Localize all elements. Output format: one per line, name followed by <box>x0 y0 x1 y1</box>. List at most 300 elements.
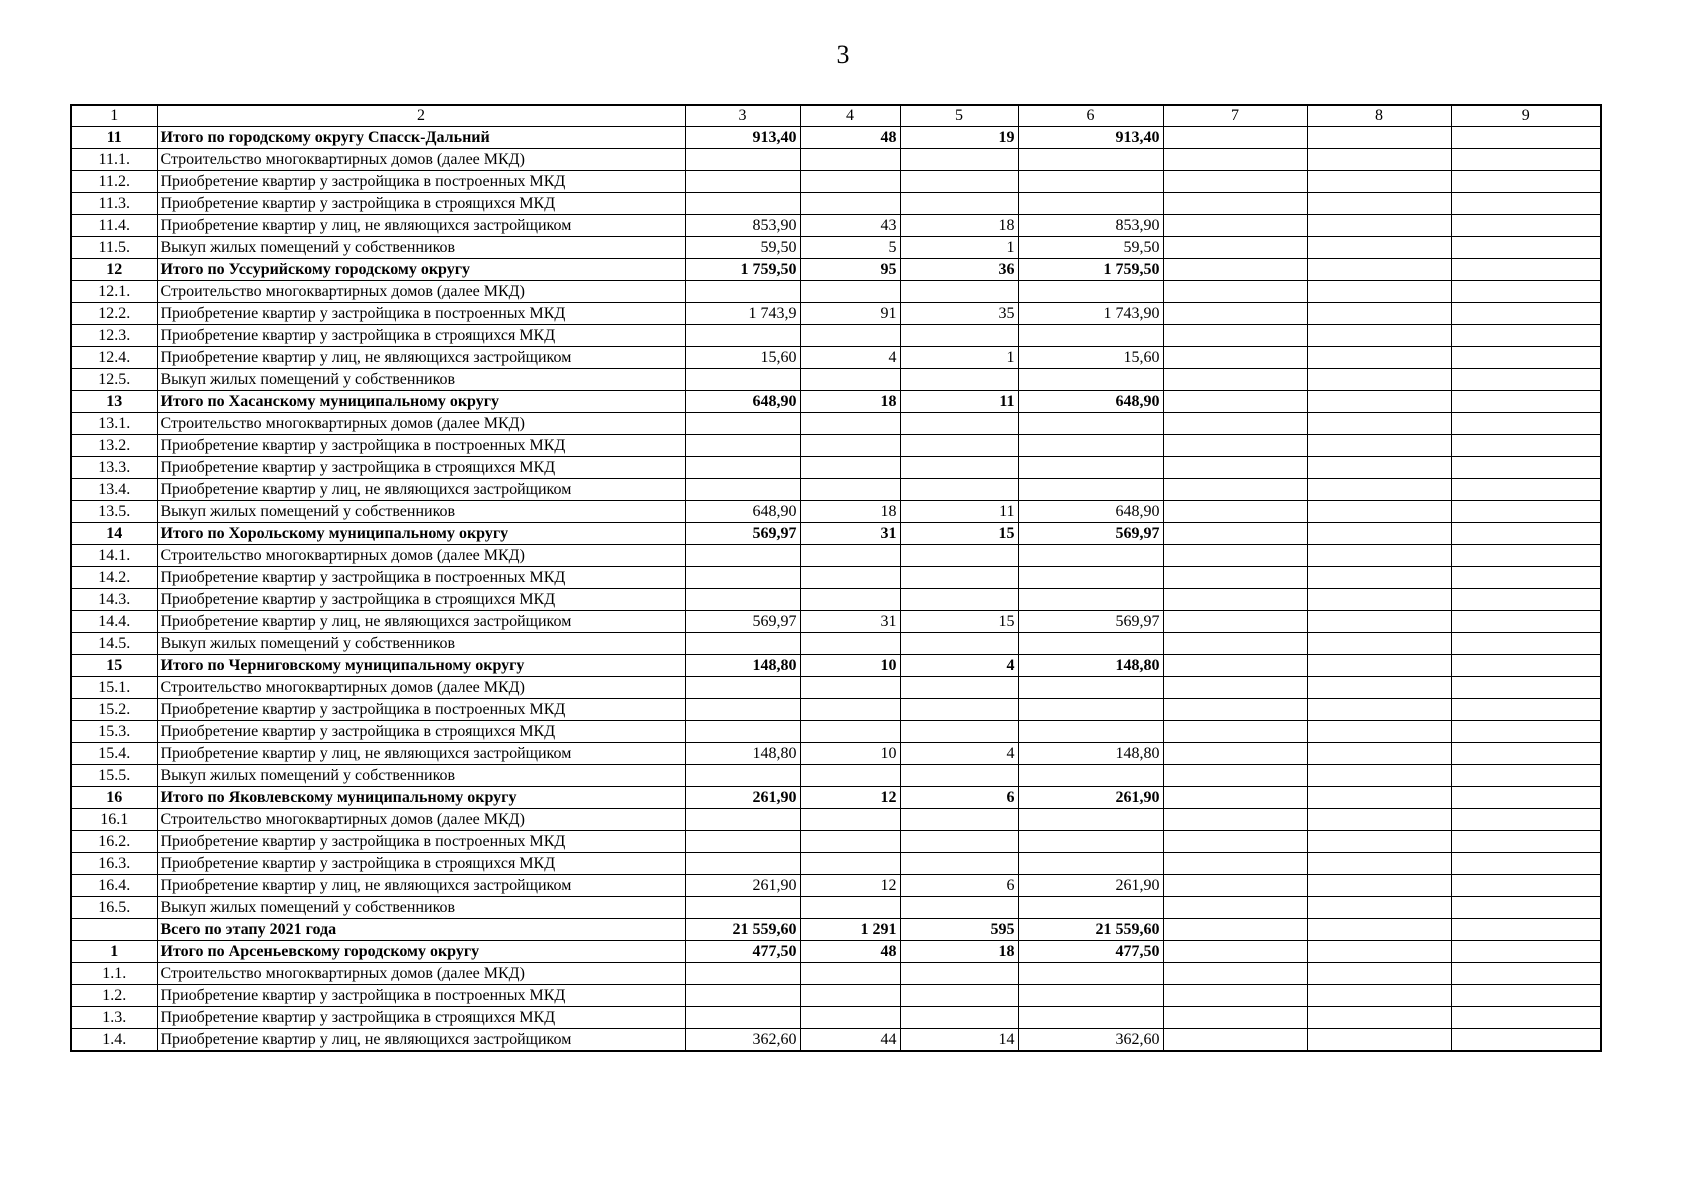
item-name: Приобретение квартир у застройщика в построенных МКД <box>157 567 685 589</box>
col-9-value <box>1451 721 1601 743</box>
col-4-value: 12 <box>800 787 900 809</box>
col-7-value <box>1163 413 1307 435</box>
col-8-value <box>1307 127 1451 149</box>
item-name: Строительство многоквартирных домов (далее МКД) <box>157 809 685 831</box>
col-3-value: 1 743,9 <box>685 303 800 325</box>
col-6-value <box>1018 171 1163 193</box>
table-row-total <box>71 941 1601 963</box>
col-5-value: 14 <box>900 1029 1018 1052</box>
item-name: Всего по этапу 2021 года <box>157 919 685 941</box>
col-7-value <box>1163 479 1307 501</box>
column-header-8: 8 <box>1307 105 1451 127</box>
col-3-value <box>685 897 800 919</box>
col-9-value <box>1451 127 1601 149</box>
item-name: Итого по Хасанскому муниципальному округу <box>157 391 685 413</box>
col-9-value <box>1451 215 1601 237</box>
item-name: Приобретение квартир у лиц, не являющихся застройщиком <box>157 875 685 897</box>
col-4-value <box>800 435 900 457</box>
col-5-value: 35 <box>900 303 1018 325</box>
col-7-value <box>1163 787 1307 809</box>
column-header-1: 1 <box>71 105 157 127</box>
col-7-value <box>1163 523 1307 545</box>
table-row <box>71 479 1601 501</box>
item-name: Строительство многоквартирных домов (далее МКД) <box>157 963 685 985</box>
row-number: 11.4. <box>71 215 157 237</box>
col-8-value <box>1307 853 1451 875</box>
table-row <box>71 215 1601 237</box>
col-8-value <box>1307 303 1451 325</box>
col-8-value <box>1307 677 1451 699</box>
col-3-value <box>685 193 800 215</box>
col-5-value: 6 <box>900 875 1018 897</box>
table-row-total <box>71 127 1601 149</box>
col-7-value <box>1163 435 1307 457</box>
col-8-value <box>1307 611 1451 633</box>
column-header-7: 7 <box>1163 105 1307 127</box>
row-number: 13.4. <box>71 479 157 501</box>
col-9-value <box>1451 919 1601 941</box>
col-6-value: 569,97 <box>1018 611 1163 633</box>
col-3-value <box>685 853 800 875</box>
col-6-value <box>1018 193 1163 215</box>
col-4-value: 31 <box>800 523 900 545</box>
col-8-value <box>1307 897 1451 919</box>
row-number: 13.3. <box>71 457 157 479</box>
col-3-value: 21 559,60 <box>685 919 800 941</box>
col-6-value <box>1018 567 1163 589</box>
col-7-value <box>1163 831 1307 853</box>
col-8-value <box>1307 809 1451 831</box>
col-4-value <box>800 853 900 875</box>
header-row <box>71 105 1601 127</box>
col-8-value <box>1307 743 1451 765</box>
item-name: Приобретение квартир у застройщика в построенных МКД <box>157 831 685 853</box>
col-7-value <box>1163 127 1307 149</box>
col-9-value <box>1451 985 1601 1007</box>
table-row <box>71 413 1601 435</box>
table-row-total <box>71 655 1601 677</box>
program-table <box>70 104 1602 1052</box>
col-4-value: 1 291 <box>800 919 900 941</box>
table-row <box>71 853 1601 875</box>
col-6-value <box>1018 149 1163 171</box>
row-number: 15.2. <box>71 699 157 721</box>
col-4-value <box>800 1007 900 1029</box>
row-number: 12.2. <box>71 303 157 325</box>
col-7-value <box>1163 919 1307 941</box>
col-8-value <box>1307 589 1451 611</box>
col-4-value <box>800 413 900 435</box>
col-5-value: 11 <box>900 501 1018 523</box>
col-5-value <box>900 589 1018 611</box>
col-9-value <box>1451 303 1601 325</box>
col-6-value: 1 743,90 <box>1018 303 1163 325</box>
col-9-value <box>1451 435 1601 457</box>
col-6-value <box>1018 545 1163 567</box>
item-name: Приобретение квартир у лиц, не являющихся застройщиком <box>157 743 685 765</box>
col-5-value: 19 <box>900 127 1018 149</box>
col-6-value: 853,90 <box>1018 215 1163 237</box>
col-9-value <box>1451 281 1601 303</box>
row-number: 12.4. <box>71 347 157 369</box>
row-number: 1.4. <box>71 1029 157 1052</box>
row-number: 1.3. <box>71 1007 157 1029</box>
row-number: 15.3. <box>71 721 157 743</box>
col-3-value <box>685 149 800 171</box>
table-row <box>71 149 1601 171</box>
col-8-value <box>1307 391 1451 413</box>
table-row-total <box>71 523 1601 545</box>
col-9-value <box>1451 831 1601 853</box>
col-9-value <box>1451 875 1601 897</box>
col-7-value <box>1163 369 1307 391</box>
col-4-value: 95 <box>800 259 900 281</box>
col-8-value <box>1307 435 1451 457</box>
col-8-value <box>1307 1007 1451 1029</box>
col-6-value: 261,90 <box>1018 787 1163 809</box>
item-name: Приобретение квартир у лиц, не являющихся застройщиком <box>157 611 685 633</box>
col-9-value <box>1451 699 1601 721</box>
table-row <box>71 589 1601 611</box>
item-name: Выкуп жилых помещений у собственников <box>157 765 685 787</box>
row-number: 1.1. <box>71 963 157 985</box>
row-number: 16.4. <box>71 875 157 897</box>
col-8-value <box>1307 171 1451 193</box>
row-number: 14.3. <box>71 589 157 611</box>
col-4-value: 4 <box>800 347 900 369</box>
col-8-value <box>1307 259 1451 281</box>
col-6-value: 15,60 <box>1018 347 1163 369</box>
col-8-value <box>1307 369 1451 391</box>
col-6-value <box>1018 1007 1163 1029</box>
row-number: 13 <box>71 391 157 413</box>
col-3-value <box>685 325 800 347</box>
row-number: 13.5. <box>71 501 157 523</box>
col-4-value <box>800 985 900 1007</box>
table-row <box>71 193 1601 215</box>
col-3-value <box>685 1007 800 1029</box>
row-number: 11.2. <box>71 171 157 193</box>
col-8-value <box>1307 787 1451 809</box>
col-5-value: 595 <box>900 919 1018 941</box>
col-7-value <box>1163 567 1307 589</box>
col-5-value <box>900 149 1018 171</box>
col-8-value <box>1307 875 1451 897</box>
column-header-5: 5 <box>900 105 1018 127</box>
col-3-value <box>685 985 800 1007</box>
col-4-value: 10 <box>800 743 900 765</box>
col-6-value: 1 759,50 <box>1018 259 1163 281</box>
col-8-value <box>1307 325 1451 347</box>
col-5-value: 11 <box>900 391 1018 413</box>
table-row <box>71 897 1601 919</box>
item-name: Выкуп жилых помещений у собственников <box>157 897 685 919</box>
col-5-value: 18 <box>900 941 1018 963</box>
row-number: 14.2. <box>71 567 157 589</box>
col-5-value <box>900 809 1018 831</box>
col-7-value <box>1163 589 1307 611</box>
col-8-value <box>1307 281 1451 303</box>
col-4-value <box>800 699 900 721</box>
item-name: Приобретение квартир у лиц, не являющихся застройщиком <box>157 479 685 501</box>
col-5-value: 1 <box>900 347 1018 369</box>
table-row <box>71 435 1601 457</box>
col-4-value <box>800 325 900 347</box>
col-4-value <box>800 281 900 303</box>
item-name: Итого по Хорольскому муниципальному округу <box>157 523 685 545</box>
col-7-value <box>1163 699 1307 721</box>
col-7-value <box>1163 611 1307 633</box>
col-7-value <box>1163 721 1307 743</box>
col-7-value <box>1163 633 1307 655</box>
row-number: 16.1 <box>71 809 157 831</box>
col-5-value <box>900 633 1018 655</box>
row-number: 16.2. <box>71 831 157 853</box>
col-6-value: 148,80 <box>1018 743 1163 765</box>
col-4-value: 43 <box>800 215 900 237</box>
col-9-value <box>1451 897 1601 919</box>
col-9-value <box>1451 633 1601 655</box>
col-3-value <box>685 369 800 391</box>
table-row <box>71 237 1601 259</box>
col-3-value: 648,90 <box>685 501 800 523</box>
col-7-value <box>1163 171 1307 193</box>
column-header-4: 4 <box>800 105 900 127</box>
col-5-value: 1 <box>900 237 1018 259</box>
item-name: Выкуп жилых помещений у собственников <box>157 237 685 259</box>
table-row <box>71 633 1601 655</box>
col-4-value: 48 <box>800 127 900 149</box>
col-7-value <box>1163 1007 1307 1029</box>
col-9-value <box>1451 655 1601 677</box>
row-number: 12.5. <box>71 369 157 391</box>
col-7-value <box>1163 765 1307 787</box>
col-3-value <box>685 699 800 721</box>
col-9-value <box>1451 853 1601 875</box>
col-7-value <box>1163 215 1307 237</box>
col-7-value <box>1163 347 1307 369</box>
table-body <box>71 105 1601 1051</box>
col-9-value <box>1451 259 1601 281</box>
col-3-value: 148,80 <box>685 655 800 677</box>
col-7-value <box>1163 193 1307 215</box>
col-3-value <box>685 633 800 655</box>
col-3-value: 648,90 <box>685 391 800 413</box>
col-9-value <box>1451 787 1601 809</box>
col-6-value: 913,40 <box>1018 127 1163 149</box>
item-name: Строительство многоквартирных домов (далее МКД) <box>157 413 685 435</box>
col-7-value <box>1163 655 1307 677</box>
col-3-value: 569,97 <box>685 611 800 633</box>
row-number: 14 <box>71 523 157 545</box>
row-number: 16 <box>71 787 157 809</box>
col-3-value: 362,60 <box>685 1029 800 1052</box>
item-name: Приобретение квартир у застройщика в строящихся МКД <box>157 325 685 347</box>
col-5-value: 6 <box>900 787 1018 809</box>
col-3-value <box>685 413 800 435</box>
col-9-value <box>1451 963 1601 985</box>
item-name: Приобретение квартир у застройщика в строящихся МКД <box>157 457 685 479</box>
table-row <box>71 611 1601 633</box>
table-row <box>71 347 1601 369</box>
table-row-total <box>71 259 1601 281</box>
col-4-value <box>800 765 900 787</box>
col-8-value <box>1307 479 1451 501</box>
table-row <box>71 1029 1601 1052</box>
item-name: Строительство многоквартирных домов (далее МКД) <box>157 545 685 567</box>
col-8-value <box>1307 941 1451 963</box>
col-3-value <box>685 281 800 303</box>
table-row-total <box>71 391 1601 413</box>
col-6-value <box>1018 589 1163 611</box>
col-8-value <box>1307 237 1451 259</box>
col-4-value <box>800 633 900 655</box>
item-name: Выкуп жилых помещений у собственников <box>157 501 685 523</box>
col-9-value <box>1451 171 1601 193</box>
col-3-value <box>685 765 800 787</box>
table-row <box>71 325 1601 347</box>
col-7-value <box>1163 281 1307 303</box>
col-5-value <box>900 853 1018 875</box>
col-6-value <box>1018 765 1163 787</box>
col-4-value: 44 <box>800 1029 900 1052</box>
table-row <box>71 743 1601 765</box>
col-6-value <box>1018 809 1163 831</box>
col-6-value <box>1018 413 1163 435</box>
col-8-value <box>1307 831 1451 853</box>
col-6-value <box>1018 985 1163 1007</box>
col-5-value: 4 <box>900 655 1018 677</box>
col-5-value <box>900 1007 1018 1029</box>
col-7-value <box>1163 941 1307 963</box>
col-8-value <box>1307 413 1451 435</box>
col-9-value <box>1451 677 1601 699</box>
col-5-value: 15 <box>900 523 1018 545</box>
item-name: Приобретение квартир у застройщика в строящихся МКД <box>157 193 685 215</box>
table-row <box>71 303 1601 325</box>
col-5-value <box>900 567 1018 589</box>
col-4-value: 48 <box>800 941 900 963</box>
row-number: 12.3. <box>71 325 157 347</box>
col-9-value <box>1451 523 1601 545</box>
col-4-value <box>800 149 900 171</box>
item-name: Выкуп жилых помещений у собственников <box>157 633 685 655</box>
col-8-value <box>1307 765 1451 787</box>
col-6-value <box>1018 831 1163 853</box>
col-5-value: 36 <box>900 259 1018 281</box>
col-4-value <box>800 567 900 589</box>
item-name: Итого по Черниговскому муниципальному округу <box>157 655 685 677</box>
table-row <box>71 567 1601 589</box>
row-number: 12 <box>71 259 157 281</box>
col-4-value <box>800 193 900 215</box>
col-9-value <box>1451 413 1601 435</box>
col-8-value <box>1307 1029 1451 1052</box>
col-7-value <box>1163 963 1307 985</box>
col-4-value: 91 <box>800 303 900 325</box>
col-6-value <box>1018 897 1163 919</box>
column-header-6: 6 <box>1018 105 1163 127</box>
col-5-value <box>900 435 1018 457</box>
row-number: 13.2. <box>71 435 157 457</box>
table-row <box>71 963 1601 985</box>
col-3-value: 15,60 <box>685 347 800 369</box>
col-3-value: 853,90 <box>685 215 800 237</box>
table-row <box>71 831 1601 853</box>
col-3-value: 148,80 <box>685 743 800 765</box>
col-3-value: 477,50 <box>685 941 800 963</box>
col-6-value <box>1018 281 1163 303</box>
table-row <box>71 809 1601 831</box>
col-5-value <box>900 545 1018 567</box>
col-4-value <box>800 809 900 831</box>
col-4-value <box>800 831 900 853</box>
col-8-value <box>1307 215 1451 237</box>
table-row-total <box>71 787 1601 809</box>
col-9-value <box>1451 501 1601 523</box>
table-row <box>71 677 1601 699</box>
col-5-value <box>900 281 1018 303</box>
col-6-value: 648,90 <box>1018 501 1163 523</box>
item-name: Приобретение квартир у застройщика в построенных МКД <box>157 985 685 1007</box>
col-9-value <box>1451 1029 1601 1052</box>
row-number: 15 <box>71 655 157 677</box>
col-7-value <box>1163 391 1307 413</box>
col-7-value <box>1163 985 1307 1007</box>
col-6-value: 648,90 <box>1018 391 1163 413</box>
item-name: Приобретение квартир у застройщика в построенных МКД <box>157 303 685 325</box>
col-3-value <box>685 567 800 589</box>
col-6-value <box>1018 699 1163 721</box>
row-number: 16.5. <box>71 897 157 919</box>
col-4-value <box>800 369 900 391</box>
col-7-value <box>1163 743 1307 765</box>
col-3-value <box>685 435 800 457</box>
row-number: 15.5. <box>71 765 157 787</box>
col-3-value <box>685 589 800 611</box>
col-7-value <box>1163 457 1307 479</box>
col-3-value <box>685 171 800 193</box>
col-8-value <box>1307 501 1451 523</box>
col-8-value <box>1307 193 1451 215</box>
col-5-value <box>900 831 1018 853</box>
col-7-value <box>1163 237 1307 259</box>
col-4-value: 5 <box>800 237 900 259</box>
col-8-value <box>1307 545 1451 567</box>
row-number: 11.5. <box>71 237 157 259</box>
item-name: Приобретение квартир у лиц, не являющихся застройщиком <box>157 347 685 369</box>
item-name: Приобретение квартир у застройщика в строящихся МКД <box>157 853 685 875</box>
col-4-value: 18 <box>800 501 900 523</box>
col-6-value: 21 559,60 <box>1018 919 1163 941</box>
item-name: Приобретение квартир у застройщика в строящихся МКД <box>157 589 685 611</box>
col-9-value <box>1451 347 1601 369</box>
item-name: Приобретение квартир у застройщика в строящихся МКД <box>157 1007 685 1029</box>
col-6-value <box>1018 963 1163 985</box>
col-5-value <box>900 897 1018 919</box>
col-4-value: 10 <box>800 655 900 677</box>
col-4-value <box>800 721 900 743</box>
col-7-value <box>1163 303 1307 325</box>
col-7-value <box>1163 545 1307 567</box>
item-name: Строительство многоквартирных домов (далее МКД) <box>157 677 685 699</box>
table-row <box>71 501 1601 523</box>
row-number <box>71 919 157 941</box>
col-6-value: 362,60 <box>1018 1029 1163 1052</box>
col-7-value <box>1163 853 1307 875</box>
col-7-value <box>1163 897 1307 919</box>
col-3-value: 59,50 <box>685 237 800 259</box>
